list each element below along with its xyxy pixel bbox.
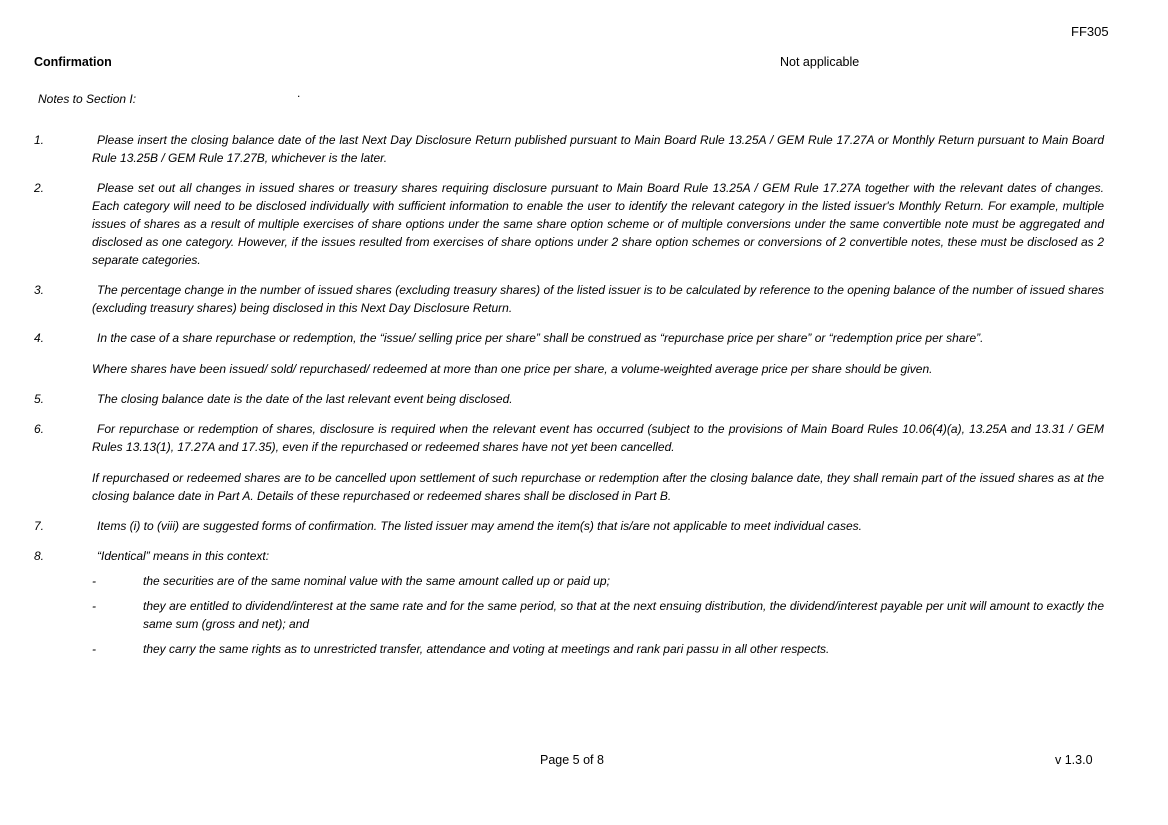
notes-section-title: Notes to Section I:	[38, 92, 137, 106]
note-number: 3.	[34, 283, 45, 297]
dash-marker: -	[92, 599, 96, 613]
dash-marker: -	[92, 642, 96, 656]
confirmation-value: Not applicable	[780, 55, 860, 69]
note-sub-item-1	[92, 572, 1104, 590]
note-number: 7.	[34, 519, 45, 533]
confirmation-heading: Confirmation	[34, 55, 112, 69]
note-item-2	[34, 179, 1104, 269]
note-paragraph: Please insert the closing balance date of the last Next Day Disclosure Return published pursuant to Main Board Rule 13.25A / GEM Rule 17.27A or Monthly Return pursuant to Main Board Rule 13.25B / GEM Rule 17.27B, whichever is the later.	[92, 133, 1104, 165]
page-number: Page 5 of 8	[540, 753, 604, 767]
note-paragraph: Please set out all changes in issued shares or treasury shares requiring disclosure pursuant to Main Board Rule 13.25A / GEM Rule 17.27A together with the relevant dates of changes. Each category will need to be disclosed individually with sufficient information to enable the user to identify the relevant category in the listed issuer's Monthly Return. For example, multiple issues of shares as a result of multiple exercises of share options under the same share option scheme or of multiple conversions under the same convertible note must be aggregated and disclosed as one category. However, if the issues resulted from exercises of share options under 2 share option schemes or conversions of 2 convertible notes, these must be disclosed as 2 separate categories.	[92, 181, 1104, 267]
version-label: v 1.3.0	[1055, 753, 1093, 767]
sub-item-text: the securities are of the same nominal value with the same amount called up or paid up;	[143, 574, 610, 588]
note-paragraph: If repurchased or redeemed shares are to be cancelled upon settlement of such repurchase or redemption after the closing balance date, they shall remain part of the issued shares as at the closing balance date in Part A. Details of these repurchased or redeemed shares shall be disclosed in Part B.	[92, 471, 1104, 503]
form-code-label: FF305	[1071, 24, 1109, 39]
notes-list	[34, 131, 1104, 658]
sub-item-text: they are entitled to dividend/interest at the same rate and for the same period, so that at the next ensuing distribution, the dividend/interest payable per unit will amount to exactly the same sum (gross and net); and	[143, 599, 1104, 631]
dash-marker: -	[92, 574, 96, 588]
note-paragraph: For repurchase or redemption of shares, disclosure is required when the relevant event has occurred (subject to the provisions of Main Board Rules 10.06(4)(a), 13.25A and 13.31 / GEM Rules 13.13(1), 17.27A and 17.35), even if the repurchased or redeemed shares have not yet been cancelled.	[92, 422, 1104, 454]
note-number: 6.	[34, 422, 45, 436]
note-number: 4.	[34, 331, 45, 345]
note-item-3	[34, 281, 1104, 317]
note-item-6	[34, 420, 1104, 505]
note-paragraph: Where shares have been issued/ sold/ repurchased/ redeemed at more than one price per share, a volume-weighted average price per share should be given.	[92, 362, 933, 376]
note-item-1	[34, 131, 1104, 167]
note-item-4	[34, 329, 1104, 378]
note-paragraph: “Identical” means in this context:	[97, 549, 270, 563]
note-number: 2.	[34, 181, 45, 195]
note-number: 8.	[34, 549, 45, 563]
note-number: 1.	[34, 133, 45, 147]
note-number: 5.	[34, 392, 45, 406]
note-item-8	[34, 547, 1104, 658]
note-paragraph: The closing balance date is the date of the last relevant event being disclosed.	[97, 392, 513, 406]
note-sub-item-2	[92, 597, 1104, 633]
stray-period-mark: .	[297, 86, 301, 100]
note-item-5	[34, 390, 1104, 408]
note-paragraph: In the case of a share repurchase or redemption, the “issue/ selling price per share” shall be construed as “repurchase price per share” or “redemption price per share”.	[97, 331, 984, 345]
note-paragraph: The percentage change in the number of issued shares (excluding treasury shares) of the listed issuer is to be calculated by reference to the opening balance of the number of issued shares (excluding treasury shares) being disclosed in this Next Day Disclosure Return.	[92, 283, 1104, 315]
sub-item-text: they carry the same rights as to unrestricted transfer, attendance and voting at meetings and rank pari passu in all other respects.	[143, 642, 830, 656]
note-paragraph: Items (i) to (viii) are suggested forms of confirmation. The listed issuer may amend the item(s) that is/are not applicable to meet individual cases.	[97, 519, 862, 533]
note-sub-item-3	[92, 640, 1104, 658]
note-item-7	[34, 517, 1104, 535]
